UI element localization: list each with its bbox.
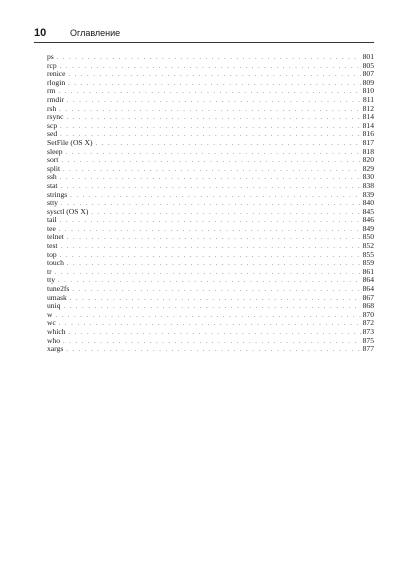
dot-leader (60, 63, 361, 72)
toc-entry-page: 829 (362, 163, 374, 173)
toc-entry-name: sleep (47, 146, 63, 156)
toc-entry (47, 79, 374, 88)
toc-entry-name: uniq (47, 301, 61, 311)
toc-entry (47, 87, 374, 96)
toc-entry-name: split (47, 163, 61, 173)
dot-leader (59, 320, 361, 329)
dot-leader (60, 123, 360, 132)
toc-entry-page: 875 (362, 335, 374, 345)
toc-entry-page: 809 (362, 77, 374, 87)
dot-leader (63, 338, 361, 347)
toc-entry-page: 805 (362, 60, 374, 70)
toc-entry-name: tail (47, 215, 57, 225)
toc-entry (47, 173, 374, 182)
toc-entry (47, 285, 374, 294)
dot-leader (58, 277, 361, 286)
toc-entry-page: 855 (362, 249, 374, 259)
toc-entry-page: 814 (362, 120, 374, 130)
dot-leader (96, 140, 361, 149)
toc-entry-name: top (47, 249, 57, 259)
toc-entry-page: 818 (362, 146, 374, 156)
toc-entry (47, 62, 374, 71)
toc-entry-page: 817 (362, 137, 374, 147)
dot-leader (61, 157, 360, 166)
dot-leader (64, 303, 361, 312)
dot-leader (55, 312, 360, 321)
toc-entry (47, 276, 374, 285)
toc-entry (47, 294, 374, 303)
toc-entry-name: wc (47, 318, 56, 328)
toc-entry-name: ps (47, 52, 54, 61)
dot-leader (59, 106, 360, 115)
dot-leader (67, 234, 361, 243)
toc-entry-name: SetFile (OS X) (47, 137, 93, 147)
toc-entry-page: 850 (362, 232, 374, 242)
dot-leader (72, 286, 360, 295)
toc-entry-page: 839 (362, 189, 374, 199)
toc-entry (47, 345, 374, 354)
dot-leader (58, 88, 360, 97)
toc-entry-name: rsync (47, 112, 64, 122)
toc-entry (47, 259, 374, 268)
toc-entry-name: w (47, 309, 53, 319)
toc-entry-page: 830 (362, 172, 374, 182)
toc-entry (47, 130, 374, 139)
toc-entry-page: 838 (362, 180, 374, 190)
toc-entry-page: 859 (362, 258, 374, 268)
dot-leader (60, 131, 360, 140)
dot-leader (61, 200, 361, 209)
dot-leader (68, 80, 360, 89)
dot-leader (70, 192, 360, 201)
toc-entry-page: 872 (362, 318, 374, 328)
toc-entry-name: rmdir (47, 94, 64, 104)
toc-entry (47, 319, 374, 328)
dot-leader (70, 295, 361, 304)
toc-entry-page: 877 (362, 344, 374, 354)
dot-leader (57, 54, 361, 63)
dot-leader (66, 114, 360, 123)
toc-entry (47, 70, 374, 79)
toc-entry-name: which (47, 327, 66, 336)
toc-entry-name: stty (47, 198, 58, 208)
dot-leader (67, 97, 361, 106)
toc-entry (47, 337, 374, 346)
toc-entry-name: scp (47, 120, 58, 130)
toc-entry-name: test (47, 241, 58, 251)
dot-leader (66, 346, 360, 355)
toc-entry-page: 840 (362, 198, 374, 208)
dot-leader (63, 166, 361, 175)
toc-entry-name: tee (47, 223, 56, 233)
toc-entry-page: 864 (362, 275, 374, 285)
dot-leader (61, 183, 361, 192)
toc-entry-name: who (47, 335, 61, 345)
toc-entry-name: sed (47, 129, 58, 139)
toc-entry (47, 251, 374, 260)
dot-leader (55, 269, 361, 278)
dot-leader (69, 71, 361, 80)
dot-leader (61, 243, 361, 252)
toc-entry (47, 268, 374, 277)
toc-entry (47, 139, 374, 148)
toc-entry-name: rcp (47, 60, 57, 70)
dot-leader (59, 226, 361, 235)
toc-entry-page: 801 (362, 52, 374, 61)
toc-entry-name: sort (47, 155, 59, 165)
toc-entry (47, 182, 374, 191)
toc-entry-name: telnet (47, 232, 64, 242)
dot-leader (67, 260, 361, 269)
table-of-contents (47, 53, 374, 354)
dot-leader (60, 217, 361, 226)
toc-entry-page: 867 (362, 292, 374, 302)
toc-entry-page: 814 (362, 112, 374, 122)
page-header (34, 27, 374, 41)
toc-entry (47, 216, 374, 225)
toc-entry (47, 199, 374, 208)
toc-entry (47, 328, 374, 337)
toc-entry-name: touch (47, 258, 64, 268)
toc-entry-name: stat (47, 180, 58, 190)
dot-leader (66, 149, 361, 158)
toc-entry-page: 816 (362, 129, 374, 139)
toc-entry-name: rsh (47, 103, 57, 113)
toc-entry-page: 812 (362, 103, 374, 113)
toc-entry-name: ssh (47, 172, 57, 182)
toc-entry-name: tune2fs (47, 284, 70, 294)
toc-entry-page: 873 (362, 327, 374, 336)
running-title: Оглавление (70, 28, 121, 38)
page-number: 10 (34, 27, 47, 39)
toc-entry-name: umask (47, 292, 67, 302)
toc-entry-page: 811 (362, 94, 374, 104)
toc-entry (47, 96, 374, 105)
toc-entry (47, 242, 374, 251)
toc-entry-page: 868 (362, 301, 374, 311)
dot-leader (91, 209, 360, 218)
toc-entry-page: 845 (362, 206, 374, 216)
toc-entry (47, 122, 374, 131)
toc-entry (47, 148, 374, 157)
toc-entry-page: 849 (362, 223, 374, 233)
toc-entry (47, 191, 374, 200)
toc-entry-name: renice (47, 69, 66, 79)
toc-entry (47, 225, 374, 234)
toc-entry-page: 861 (362, 266, 374, 276)
header-rule (34, 42, 374, 43)
toc-entry-name: rm (47, 86, 56, 96)
dot-leader (69, 329, 361, 338)
toc-entry-page: 807 (362, 69, 374, 79)
toc-entry-name: sysctl (OS X) (47, 206, 89, 216)
toc-entry (47, 156, 374, 165)
toc-entry (47, 311, 374, 320)
toc-entry-page: 870 (362, 309, 374, 319)
toc-entry-page: 864 (362, 284, 374, 294)
toc-entry-name: tty (47, 275, 56, 285)
toc-entry-page: 852 (362, 241, 374, 251)
toc-entry-name: rlogin (47, 77, 66, 87)
dot-leader (60, 174, 361, 183)
toc-entry-page: 846 (362, 215, 374, 225)
toc-entry-name: xargs (47, 344, 64, 354)
toc-entry-name: strings (47, 189, 68, 199)
toc-entry (47, 165, 374, 174)
toc-entry (47, 53, 374, 62)
toc-entry-page: 810 (362, 86, 374, 96)
toc-entry (47, 208, 374, 217)
toc-entry-page: 820 (362, 155, 374, 165)
toc-entry (47, 105, 374, 114)
toc-entry (47, 302, 374, 311)
dot-leader (60, 252, 361, 261)
toc-entry (47, 113, 374, 122)
toc-entry-name: tr (47, 266, 52, 276)
toc-entry (47, 233, 374, 242)
